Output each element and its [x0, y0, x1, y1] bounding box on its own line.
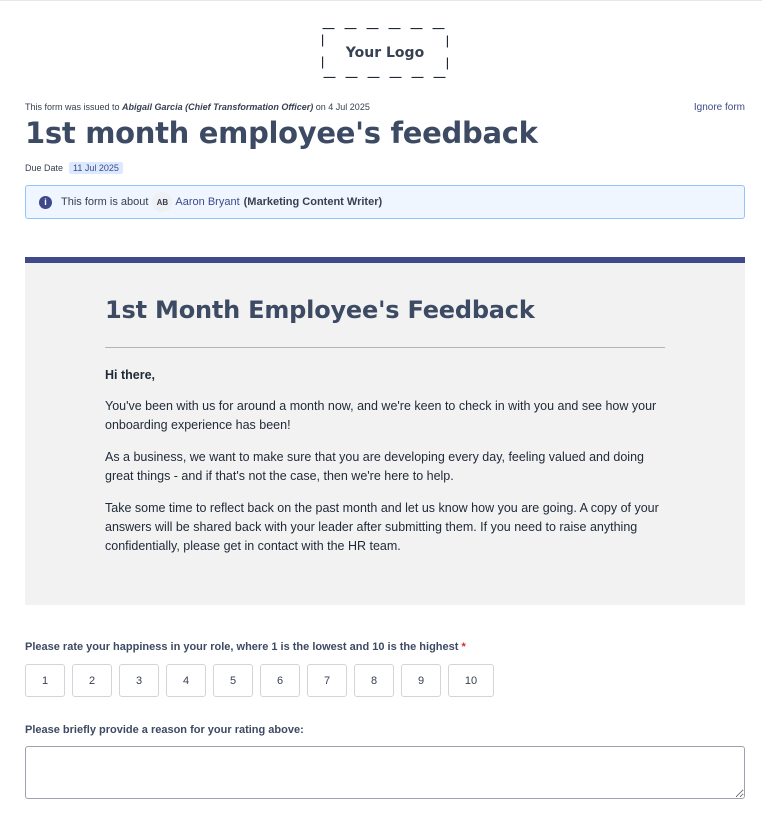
rating-option-5[interactable]: 5: [213, 664, 253, 697]
reason-textarea[interactable]: [25, 746, 745, 799]
about-prefix: This form is about: [61, 196, 149, 208]
rating-option-8[interactable]: 8: [354, 664, 394, 697]
issued-info: [25, 102, 370, 112]
due-date: [25, 162, 123, 174]
card-title: 1st Month Employee's Feedback: [105, 296, 535, 324]
subject-name[interactable]: Aaron Bryant: [175, 196, 240, 208]
due-date-label: Due Date: [25, 163, 64, 173]
rating-option-7[interactable]: 7: [307, 664, 347, 697]
ignore-form-link[interactable]: Ignore form: [693, 102, 745, 113]
rating-question-text: Please rate your happiness in your role, where 1 is the lowest and 10 is the highest: [25, 641, 459, 653]
rating-option-2[interactable]: 2: [72, 664, 112, 697]
issued-suffix: on 4 Jul 2025: [315, 102, 370, 112]
card-paragraph: You've been with us for around a month now, and we're keen to check in with you and see how your onboarding experience has been!: [105, 399, 657, 432]
rating-option-9[interactable]: 9: [401, 664, 441, 697]
rating-option-1[interactable]: 1: [25, 664, 65, 697]
rating-option-6[interactable]: 6: [260, 664, 300, 697]
due-date-chip: 11 Jul 2025: [69, 162, 123, 174]
logo-text: Your Logo: [345, 45, 425, 61]
rating-scale: [25, 664, 494, 697]
rating-option-3[interactable]: 3: [119, 664, 159, 697]
rating-question-label: [25, 641, 466, 653]
subject-role: (Marketing Content Writer): [243, 196, 383, 208]
rating-option-10[interactable]: 10: [448, 664, 494, 697]
about-banner: [25, 185, 745, 219]
card-greeting: Hi there,: [105, 368, 156, 382]
card-body: [105, 366, 670, 569]
card-divider: [105, 347, 665, 348]
required-marker: *: [461, 641, 466, 653]
reason-question-label: Please briefly provide a reason for your rating above:: [25, 724, 304, 736]
page-title: 1st month employee's feedback: [25, 116, 538, 150]
intro-card: [25, 257, 745, 605]
card-paragraph: Take some time to reflect back on the past month and let us know how you are going. A copy of your answers will be shared back with your leader after submitting them. If you need to raise anything confidentially, please get in contact with the HR team.: [105, 501, 659, 553]
issued-person: Abigail Garcia (Chief Transformation Officer): [122, 102, 314, 112]
rating-option-4[interactable]: 4: [166, 664, 206, 697]
card-paragraph: As a business, we want to make sure that you are developing every day, feeling valued and doing great things - and if that's not the case, then we're here to help.: [105, 450, 644, 483]
logo-placeholder: [322, 28, 448, 78]
avatar: AB: [152, 192, 172, 212]
info-icon: i: [39, 196, 52, 209]
issued-prefix: This form was issued to: [25, 102, 120, 112]
